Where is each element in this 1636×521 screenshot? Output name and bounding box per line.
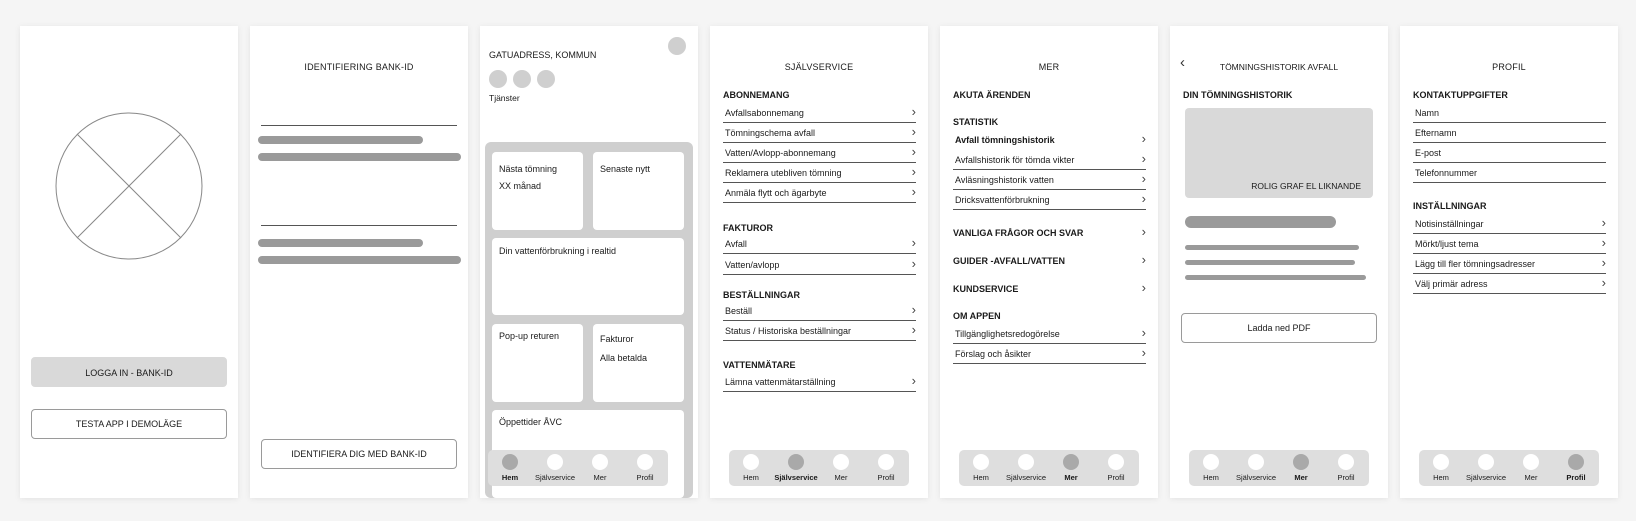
- chevron-right-icon: ›: [1601, 215, 1606, 230]
- menu-item[interactable]: Förslag och åsikter ›: [953, 344, 1146, 364]
- card-title: Senaste nytt: [600, 164, 651, 174]
- bottom-nav: [488, 450, 668, 486]
- section-heading: FAKTUROR: [723, 223, 773, 233]
- chevron-right-icon: ›: [911, 302, 916, 317]
- text-placeholder-bar: [258, 136, 423, 144]
- services-label: Tjänster: [489, 93, 520, 103]
- menu-item[interactable]: Lägg till fler tömningsadresser ›: [1413, 254, 1606, 274]
- more-icon: [833, 454, 849, 470]
- guides-item[interactable]: GUIDER -AVFALL/VATTEN ›: [953, 252, 1146, 267]
- section-heading: ABONNEMANG: [723, 90, 790, 100]
- text-placeholder-bar: [1185, 245, 1359, 250]
- chevron-right-icon: ›: [911, 256, 916, 271]
- menu-item[interactable]: Avfallsabonnemang ›: [723, 103, 916, 123]
- history-graph: [1185, 108, 1373, 198]
- chevron-right-icon: ›: [1141, 345, 1146, 360]
- text-placeholder-bar: [258, 239, 423, 247]
- selfservice-icon: [1018, 454, 1034, 470]
- download-pdf-button[interactable]: Ladda ned PDF: [1181, 313, 1377, 343]
- demo-mode-button[interactable]: TESTA APP I DEMOLÄGE: [31, 409, 227, 439]
- menu-item[interactable]: Tömningschema avfall ›: [723, 123, 916, 143]
- selfservice-icon: [1248, 454, 1264, 470]
- more-icon: [1523, 454, 1539, 470]
- more-icon: [1293, 454, 1309, 470]
- home-icon: [743, 454, 759, 470]
- chevron-right-icon: ›: [911, 184, 916, 199]
- history-screen: [1170, 26, 1388, 498]
- nav-more[interactable]: Mer: [578, 454, 622, 482]
- bottom-nav: [1419, 450, 1599, 486]
- latest-news-card[interactable]: [593, 152, 684, 230]
- lastname-field[interactable]: Efternamn: [1413, 123, 1606, 143]
- identify-bankid-button[interactable]: IDENTIFIERA DIG MED BANK-ID: [261, 439, 457, 469]
- menu-item[interactable]: Reklamera utebliven tömning ›: [723, 163, 916, 183]
- invoices-card[interactable]: [593, 324, 684, 402]
- water-usage-card[interactable]: [492, 238, 684, 315]
- menu-item[interactable]: Avfall tömningshistorik ›: [955, 131, 1146, 146]
- address-label: GATUADRESS, KOMMUN: [489, 50, 597, 60]
- card-title: Fakturor: [600, 334, 634, 344]
- logo-placeholder-image: [54, 111, 204, 261]
- selfservice-icon: [547, 454, 563, 470]
- nav-home[interactable]: Hem: [959, 454, 1003, 482]
- section-heading: OM APPEN: [953, 311, 1001, 321]
- more-icon: [1063, 454, 1079, 470]
- home-icon: [1203, 454, 1219, 470]
- profile-icon: [1108, 454, 1124, 470]
- text-placeholder-bar: [1185, 275, 1366, 280]
- chevron-right-icon: ›: [911, 235, 916, 250]
- text-placeholder-bar: [258, 153, 461, 161]
- chevron-right-icon: ›: [1141, 280, 1146, 295]
- profile-icon: [1568, 454, 1584, 470]
- profile-icon: [637, 454, 653, 470]
- chevron-right-icon: ›: [911, 104, 916, 119]
- menu-item[interactable]: Notisinställningar ›: [1413, 214, 1606, 234]
- phone-field[interactable]: Telefonnummer: [1413, 163, 1606, 183]
- nav-more[interactable]: Mer: [1279, 454, 1323, 482]
- nav-selfservice[interactable]: Självservice: [1004, 454, 1048, 482]
- chevron-right-icon: ›: [1601, 275, 1606, 290]
- section-heading: STATISTIK: [953, 117, 999, 127]
- card-title: Nästa tömning: [499, 164, 558, 174]
- menu-item[interactable]: Mörkt/ljust tema ›: [1413, 234, 1606, 254]
- nav-more[interactable]: Mer: [1049, 454, 1093, 482]
- card-value: Alla betalda: [600, 353, 648, 363]
- menu-item[interactable]: Dricksvattenförbrukning ›: [953, 190, 1146, 210]
- menu-item[interactable]: Vatten/avlopp ›: [723, 255, 916, 275]
- more-screen: [940, 26, 1158, 498]
- email-field[interactable]: E-post: [1413, 143, 1606, 163]
- more-icon: [592, 454, 608, 470]
- service-icon[interactable]: [537, 70, 555, 88]
- nav-selfservice[interactable]: Självservice: [1464, 454, 1508, 482]
- chevron-right-icon: ›: [1141, 171, 1146, 186]
- menu-item[interactable]: Avfallshistorik för tömda vikter ›: [953, 150, 1146, 170]
- chevron-right-icon: ›: [911, 144, 916, 159]
- text-placeholder-bar: [1185, 216, 1336, 228]
- nav-home[interactable]: Hem: [488, 454, 532, 482]
- menu-item[interactable]: Tillgänglighetsredogörelse ›: [953, 324, 1146, 344]
- customer-service-item[interactable]: KUNDSERVICE ›: [953, 280, 1146, 295]
- bottom-nav: [729, 450, 909, 486]
- selfservice-icon: [1478, 454, 1494, 470]
- home-screen: [480, 26, 698, 498]
- menu-item[interactable]: Välj primär adress ›: [1413, 274, 1606, 294]
- chevron-right-icon: ›: [1141, 151, 1146, 166]
- nav-home[interactable]: Hem: [1189, 454, 1233, 482]
- menu-item[interactable]: Beställ ›: [723, 301, 916, 321]
- chevron-right-icon: ›: [911, 322, 916, 337]
- back-arrow-icon[interactable]: ‹: [1180, 54, 1185, 71]
- profile-icon: [1338, 454, 1354, 470]
- chevron-right-icon: ›: [911, 164, 916, 179]
- nav-selfservice[interactable]: Självservice: [1234, 454, 1278, 482]
- menu-item[interactable]: Status / Historiska beställningar ›: [723, 321, 916, 341]
- chevron-right-icon: ›: [1601, 235, 1606, 250]
- page-title: SJÄLVSERVICE: [784, 62, 854, 72]
- bottom-nav: [1189, 450, 1369, 486]
- graph-label: ROLIG GRAF EL LIKNANDE: [1251, 181, 1361, 191]
- menu-item[interactable]: Avfall ›: [723, 234, 916, 254]
- input-line[interactable]: [261, 125, 457, 126]
- selfservice-icon: [788, 454, 804, 470]
- login-screen: [20, 26, 238, 498]
- page-title: MER: [1038, 62, 1060, 72]
- text-placeholder-bar: [258, 256, 461, 264]
- card-title: Öppettider ÅVC: [499, 417, 563, 427]
- login-bankid-button[interactable]: LOGGA IN - BANK-ID: [31, 357, 227, 387]
- nav-more[interactable]: Mer: [819, 454, 863, 482]
- nav-home[interactable]: Hem: [1419, 454, 1463, 482]
- chevron-right-icon: ›: [1141, 191, 1146, 206]
- nav-profile[interactable]: Profil: [1554, 454, 1598, 482]
- section-heading: BESTÄLLNINGAR: [723, 290, 800, 300]
- chevron-right-icon: ›: [1601, 255, 1606, 270]
- page-title: IDENTIFIERING BANK-ID: [304, 62, 414, 72]
- service-icon[interactable]: [489, 70, 507, 88]
- nav-profile[interactable]: Profil: [1324, 454, 1368, 482]
- section-heading: INSTÄLLNINGAR: [1413, 201, 1487, 211]
- nav-profile[interactable]: Profil: [864, 454, 908, 482]
- chevron-right-icon: ›: [911, 124, 916, 139]
- selfservice-screen: [710, 26, 928, 498]
- menu-item[interactable]: Anmäla flytt och ägarbyte ›: [723, 183, 916, 203]
- bottom-nav: [959, 450, 1139, 486]
- nav-selfservice[interactable]: Självservice: [533, 454, 577, 482]
- chevron-right-icon: ›: [1141, 325, 1146, 340]
- nav-more[interactable]: Mer: [1509, 454, 1553, 482]
- section-heading: KONTAKTUPPGIFTER: [1413, 90, 1508, 100]
- input-line[interactable]: [261, 225, 457, 226]
- card-title: Din vattenförbrukning i realtid: [499, 246, 617, 256]
- chevron-right-icon: ›: [911, 373, 916, 388]
- faq-item[interactable]: VANLIGA FRÅGOR OCH SVAR ›: [953, 224, 1146, 239]
- menu-item[interactable]: Lämna vattenmätarställning ›: [723, 372, 916, 392]
- service-icon[interactable]: [513, 70, 531, 88]
- nav-selfservice[interactable]: Självservice: [774, 454, 818, 482]
- urgent-link[interactable]: AKUTA ÄRENDEN: [953, 90, 1031, 100]
- menu-item[interactable]: Avläsningshistorik vatten ›: [953, 170, 1146, 190]
- home-icon: [1433, 454, 1449, 470]
- name-field[interactable]: Namn: [1413, 103, 1606, 123]
- home-icon: [502, 454, 518, 470]
- card-value: XX månad: [499, 181, 542, 191]
- next-pickup-card[interactable]: [492, 152, 583, 230]
- page-title: PROFIL: [1492, 62, 1526, 72]
- profile-screen: [1400, 26, 1618, 498]
- identify-screen: [250, 26, 468, 498]
- chevron-right-icon: ›: [1141, 252, 1146, 267]
- dashboard-panel: [485, 142, 693, 498]
- chevron-right-icon: ›: [1141, 131, 1146, 146]
- section-heading: DIN TÖMNINGSHISTORIK: [1183, 90, 1293, 100]
- text-placeholder-bar: [1185, 260, 1355, 265]
- chevron-right-icon: ›: [1141, 224, 1146, 239]
- home-icon: [973, 454, 989, 470]
- profile-icon: [878, 454, 894, 470]
- card-title: Pop-up returen: [499, 331, 560, 341]
- nav-home[interactable]: Hem: [729, 454, 773, 482]
- avatar[interactable]: [668, 37, 686, 55]
- nav-profile[interactable]: Profil: [1094, 454, 1138, 482]
- page-title: TÖMNINGSHISTORIK AVFALL: [1219, 62, 1339, 72]
- popup-return-card[interactable]: [492, 324, 583, 402]
- menu-item[interactable]: Vatten/Avlopp-abonnemang ›: [723, 143, 916, 163]
- nav-profile[interactable]: Profil: [623, 454, 667, 482]
- section-heading: VATTENMÄTARE: [723, 360, 796, 370]
